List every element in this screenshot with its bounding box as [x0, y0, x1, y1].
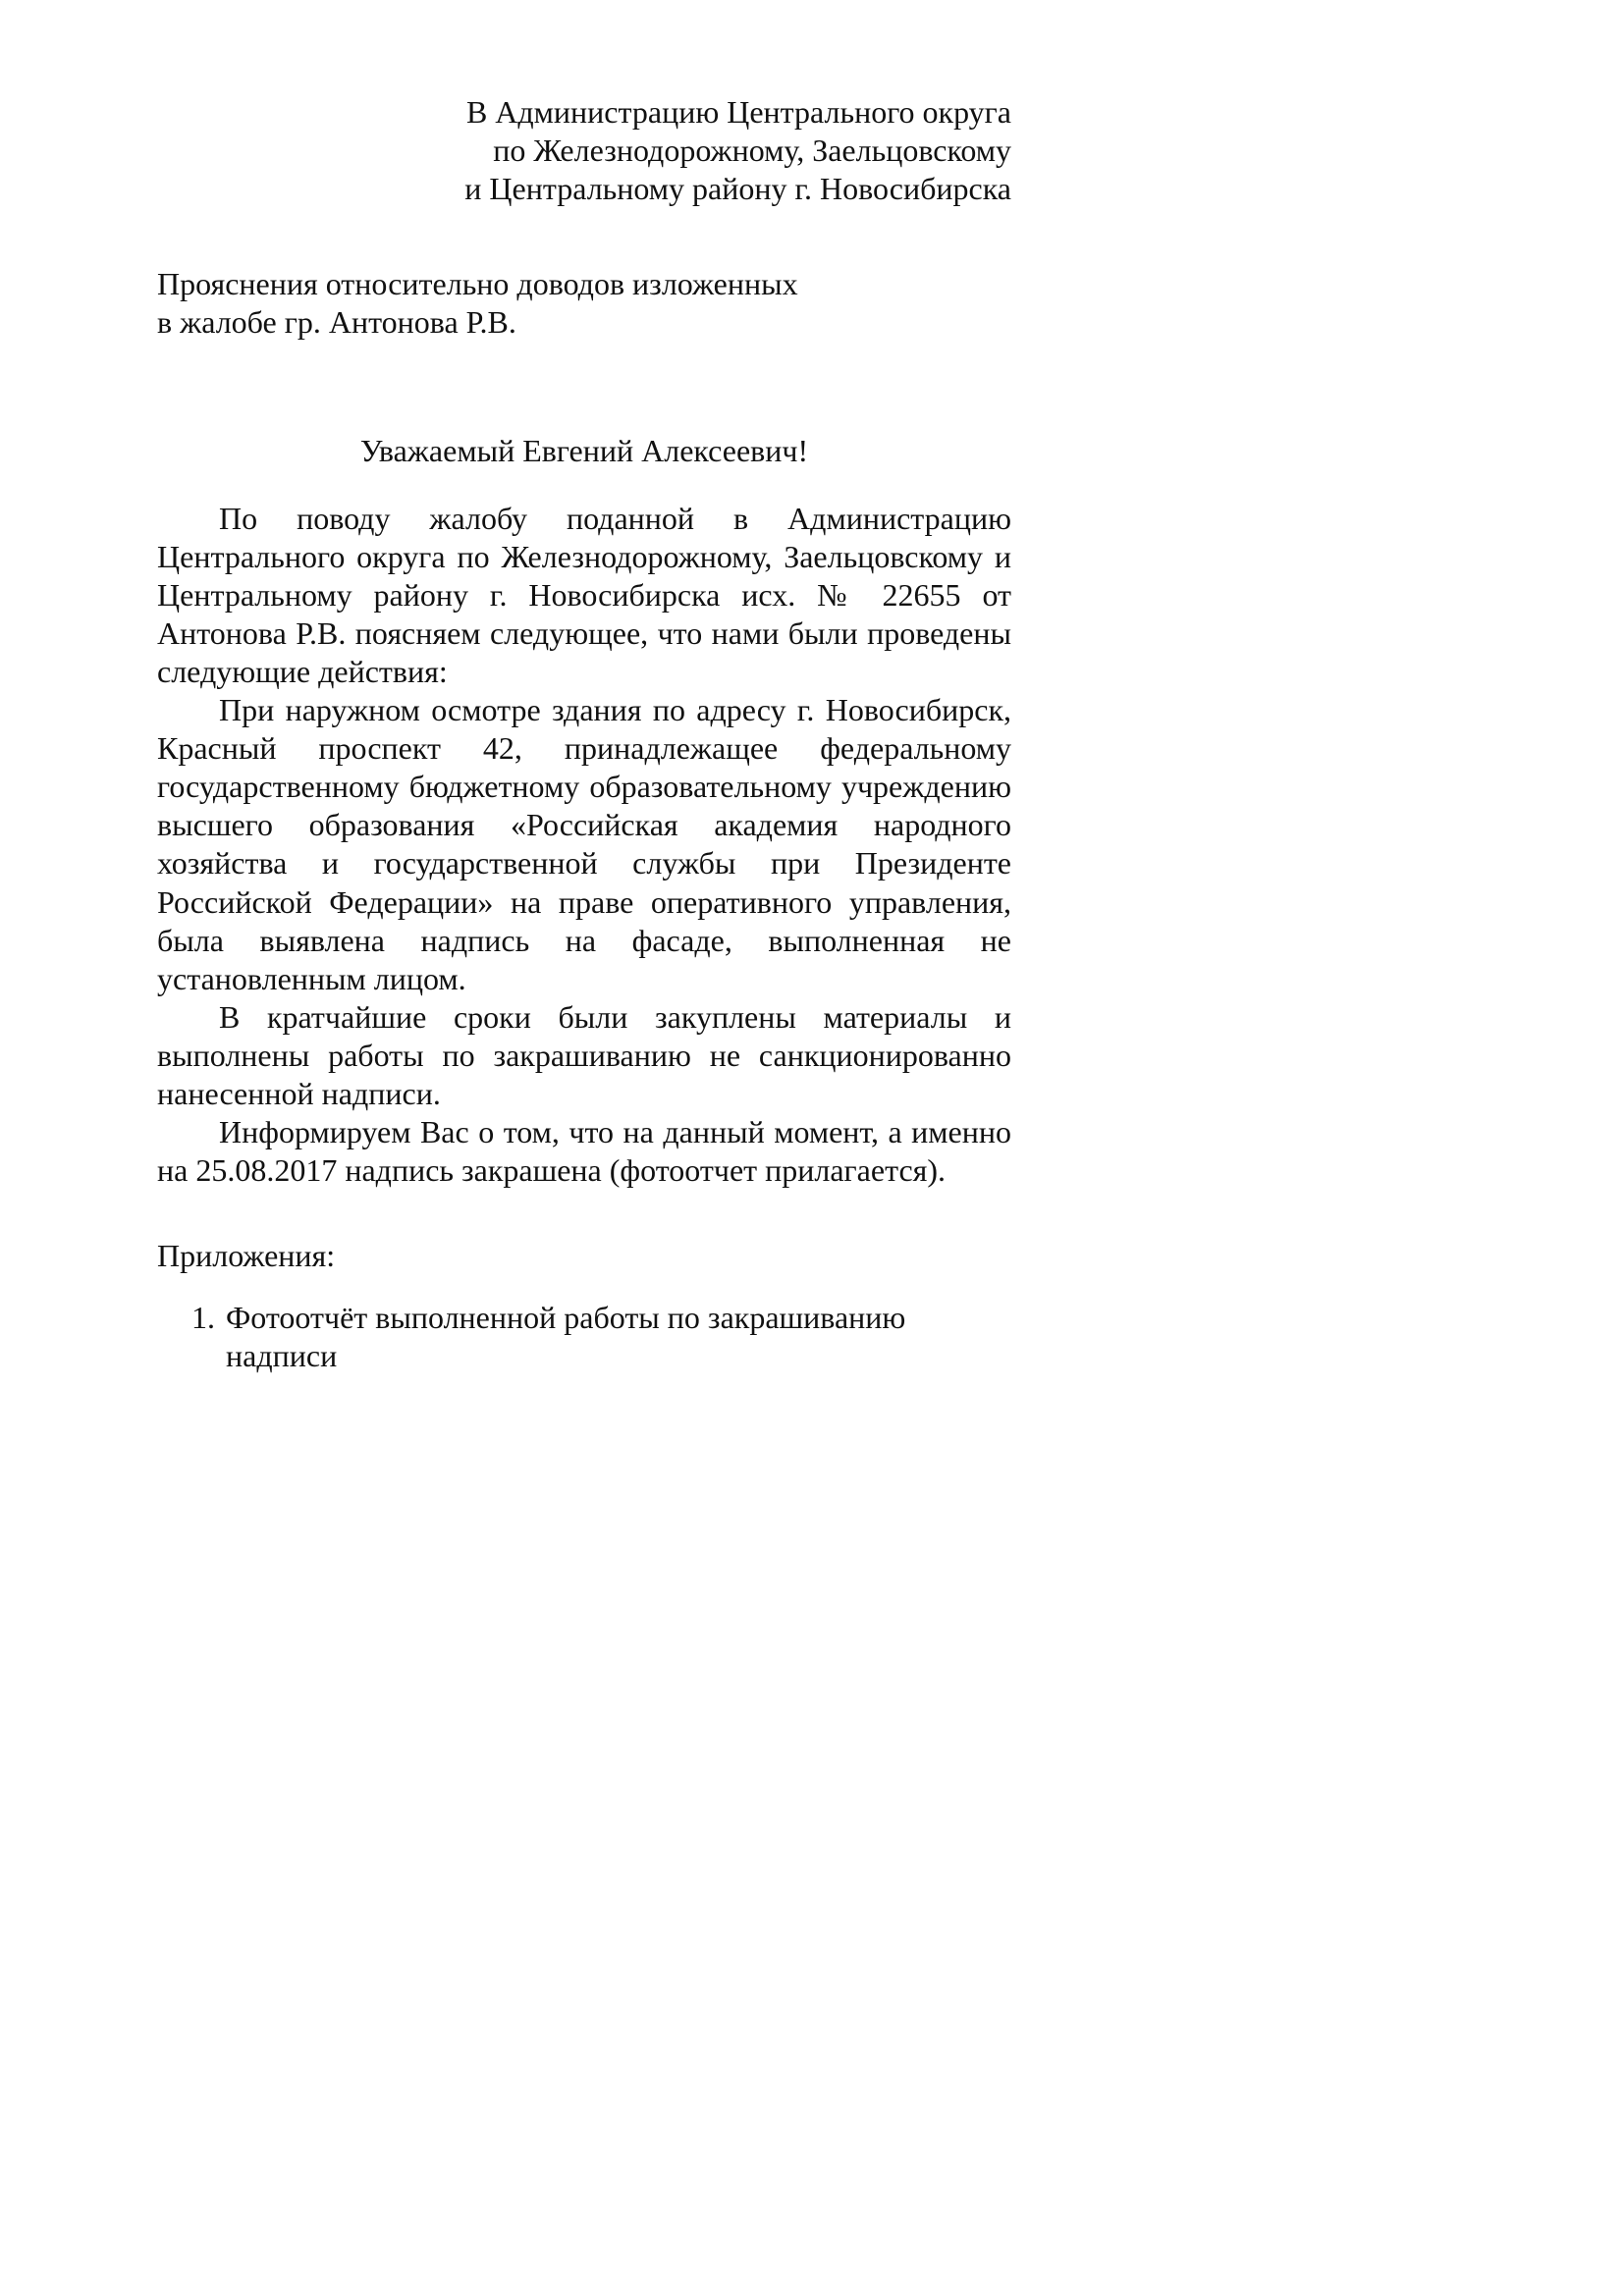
- subject-line-2: в жалобе гр. Антонова Р.В.: [157, 304, 516, 341]
- body-paragraph-2: При наружном осмотре здания по адресу г. Новосибирск, Красный проспект 42, принадлежащее федеральному государственному бюджетному образовательному учреждению высшего образования «Российская академия народного хозяйства и государственной службы при Президенте Российской Федерации» на праве оперативного управления, была выявлена надпись на фасаде, выполненная не установленным лицом.: [157, 692, 1011, 996]
- body-paragraph-1: По поводу жалобу поданной в Администрацию Центрального округа по Железнодорожному, Заельцовскому и Центральному району г. Новосибирска исх. № 22655 от Антонова Р.В. поясняем следующее, что нами были проведены следующие действия:: [157, 501, 1011, 690]
- attachment-item-number: 1.: [191, 1299, 215, 1335]
- letter-body: [157, 500, 1011, 1190]
- attachments-title: Приложения:: [157, 1237, 336, 1273]
- recipient-block: [157, 93, 1011, 208]
- body-paragraph-3: В кратчайшие сроки были закуплены материалы и выполнены работы по закрашиванию не санкционированно нанесенной надписи.: [157, 998, 1011, 1111]
- subject-block: [157, 265, 1011, 342]
- recipient-line-2: по Железнодорожному, Заельцовскому: [493, 133, 1011, 169]
- subject-line-1: Прояснения относительно доводов изложенных: [157, 266, 798, 302]
- attachment-item-text: Фотоотчёт выполненной работы по закрашиванию надписи: [226, 1299, 906, 1373]
- attachments-list: [157, 1299, 1011, 1375]
- attachment-item: [157, 1299, 1011, 1375]
- recipient-line-3: и Центральному району г. Новосибирска: [464, 171, 1011, 207]
- body-paragraph-4: Информируем Вас о том, что на данный момент, а именно на 25.08.2017 надпись закрашена (фотоотчет прилагается).: [157, 1113, 1011, 1188]
- document-content: [157, 93, 1011, 1375]
- recipient-line-1: В Администрацию Центрального округа: [465, 94, 1011, 130]
- salutation: Уважаемый Евгений Алексеевич!: [359, 433, 809, 469]
